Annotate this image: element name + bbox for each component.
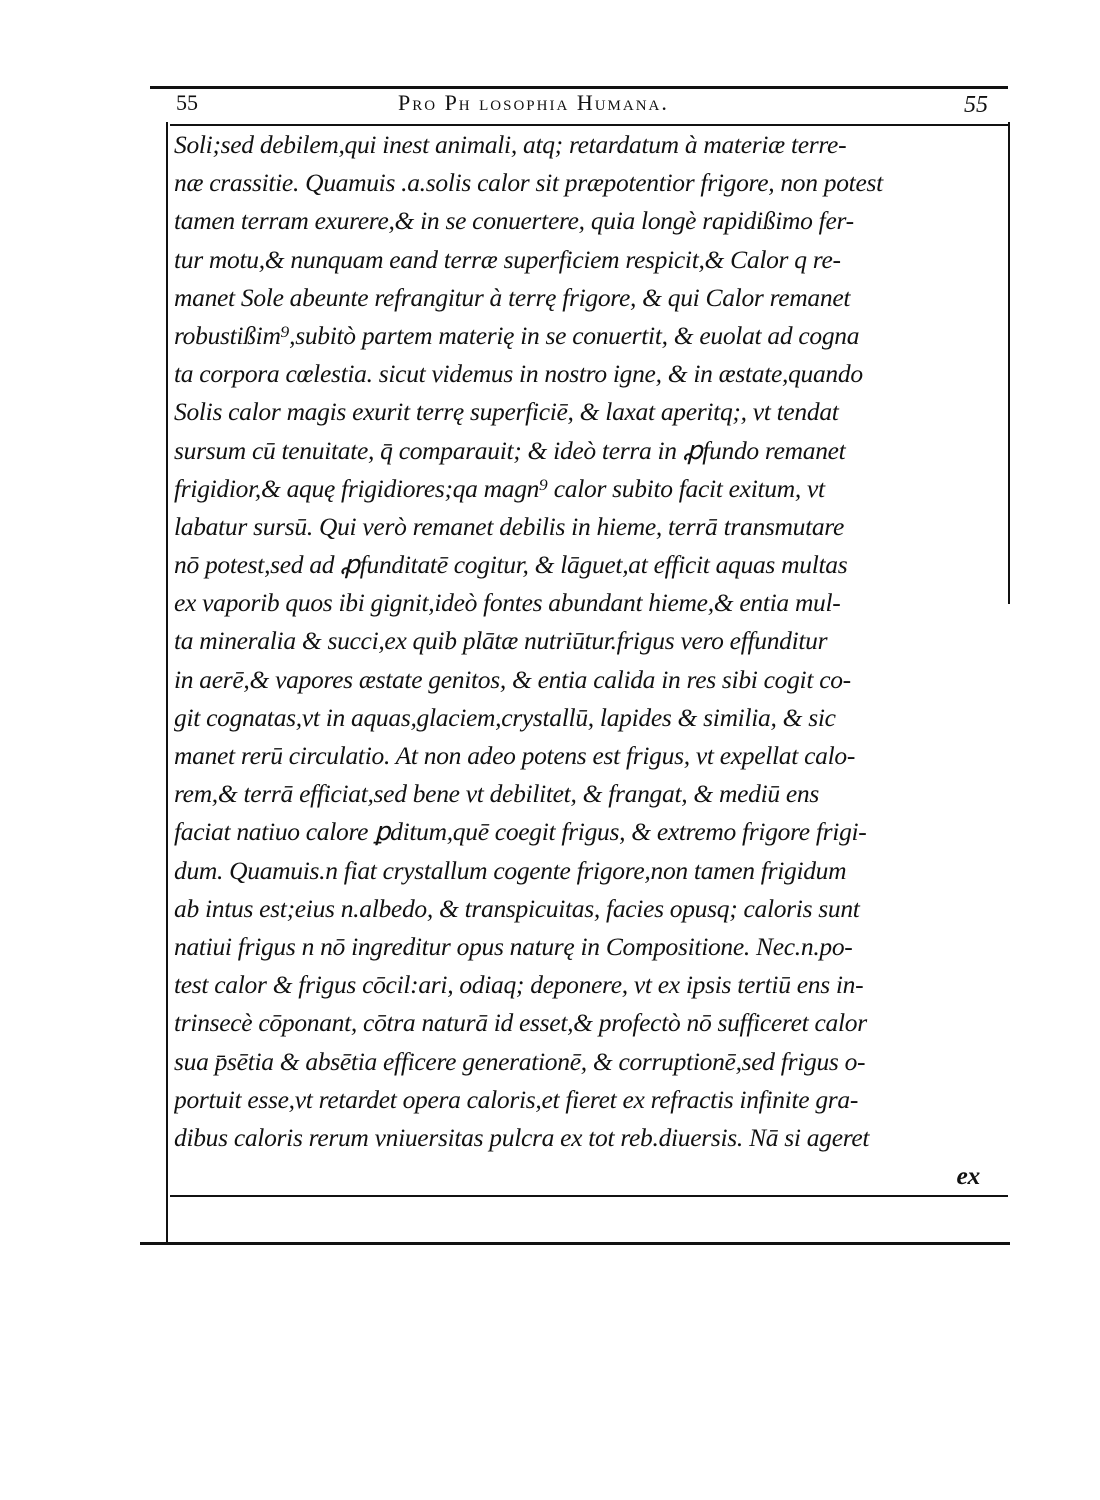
text-line: manet Sole abeunte refrangitur à terrę frigore, & qui Calor remanet [174, 282, 851, 312]
text-line: Soli;sed debilem,qui inest animali, atq; retardatum à materiæ terre- [174, 130, 847, 159]
text-line: nō potest,sed ad ꝓfunditatē cogitur, & lāguet,at efficit aquas multas [174, 550, 848, 580]
text-line: sursum cū tenuitate, q̄ comparauit; & ideò terra in ꝓfundo remanet [174, 435, 846, 465]
body-text [174, 126, 994, 1195]
text-line: labatur sursū. Qui verò remanet debilis in hieme, terrā transmutare [174, 511, 845, 541]
text-line: rem,& terrā efficiat,sed bene vt debilitet, & frangat, & mediū ens [174, 779, 819, 809]
text-line: ta corpora cœlestia. sicut videmus in nostro igne, & in æstate,quando [174, 359, 863, 389]
text-line: ta mineralia & succi,ex quib plātæ nutriūtur.frigus vero effunditur [174, 626, 828, 656]
text-line: git cognatas,vt in aquas,glaciem,crystallū, lapides & similia, & sic [174, 702, 836, 732]
text-line: sua p̄sētia & absētia efficere generationē, & corruptionē,sed frigus o- [174, 1046, 866, 1076]
text-line: dibus caloris rerum vniuersitas pulcra ex tot reb.diuersis. Nā si ageret [174, 1122, 870, 1152]
text-frame-right-rule [1008, 122, 1010, 604]
text-line: tamen terram exurere,& in se conuertere, quia longè rapidißimo fer- [174, 206, 854, 236]
text-line: natiui frigus n nō ingreditur opus naturę in Compositione. Nec.n.po- [174, 931, 853, 961]
page-number-right: 55 [964, 92, 988, 118]
text-line: portuit esse,vt retardet opera caloris,et fieret ex refractis infinite gra- [174, 1084, 859, 1114]
page-bottom-rule [140, 1242, 1010, 1245]
page-number-left: 55 [176, 90, 198, 115]
running-title: Pro Ph losophia Humana. [398, 90, 669, 115]
text-line: dum. Quamuis.n fiat crystallum cogente frigore,non tamen frigidum [174, 855, 847, 885]
text-line: ab intus est;eius n.albedo, & transpicuitas, facies opusq; caloris sunt [174, 893, 860, 923]
text-line: Solis calor magis exurit terrę superficiē, & laxat aperitq;, vt tendat [174, 397, 839, 427]
footer-rule [170, 1195, 1008, 1197]
text-line: tur motu,& nunquam eand terræ superficiem respicit,& Calor q re- [174, 244, 841, 274]
text-line: frigidior,& aquę frigidiores;qa magn⁹ calor subito facit exitum, vt [174, 473, 825, 503]
page-header [170, 88, 1000, 122]
text-line: ex vaporib quos ibi gignit,ideò fontes abundant hieme,& entia mul- [174, 588, 841, 618]
text-line: faciat natiuo calore ꝑditum,quē coegit frigus, & extremo frigore frigi- [174, 817, 867, 847]
text-line: manet rerū circulatio. At non adeo potens est frigus, vt expellat calo- [174, 741, 856, 770]
text-line: ex [956, 1161, 980, 1191]
text-line: næ crassitie. Quamuis .a.solis calor sit præpotentior frigore, non potest [174, 168, 883, 198]
text-frame-left-rule [166, 122, 168, 1242]
text-line: in aerē,& vapores æstate genitos, & entia calida in res sibi cogit co- [174, 664, 851, 694]
text-line: trinsecè cōponant, cōtra naturā id esset,& profectò nō sufficeret calor [174, 1008, 867, 1038]
text-line: robustißim⁹,subitò partem materię in se conuertit, & euolat ad cogna [174, 320, 860, 350]
text-line: test calor & frigus cōcil:ari, odiaq; deponere, vt ex ipsis tertiū ens in- [174, 970, 864, 1000]
